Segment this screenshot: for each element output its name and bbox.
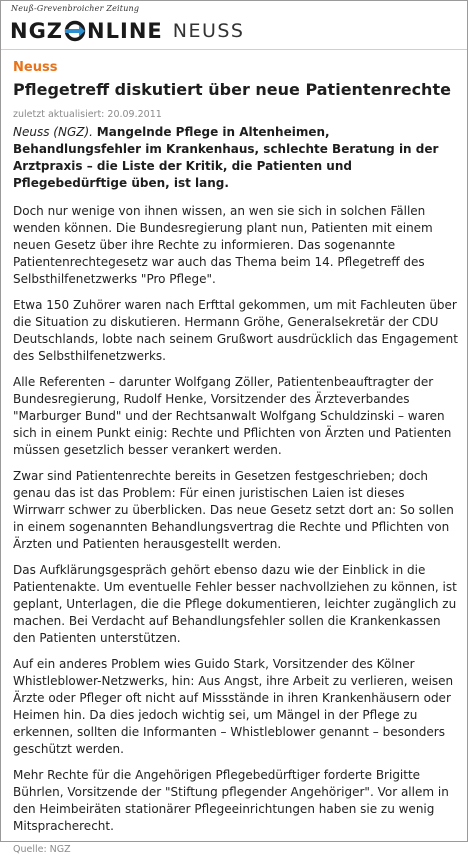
article-source: Quelle: NGZ <box>13 844 71 855</box>
masthead <box>1 1 467 50</box>
article-location: Neuss (NGZ). <box>13 125 93 139</box>
article-headline: Pflegetreff diskutiert über neue Patientenrechte <box>13 80 451 99</box>
logo-text-right: NLINE <box>87 19 163 43</box>
article-kicker: Neuss <box>13 60 58 75</box>
article <box>13 57 459 855</box>
article-paragraph: Etwa 150 Zuhörer waren nach Erfttal gekommen, um mit Fachleuten über die Situation zu diskutieren. Hermann Gröhe, Generalsekretär der CDU Deutschlands, lobte nach seinem Grußwort ausdrücklich das Engagement des Selbsthilfenetzwerks. <box>13 298 458 363</box>
article-lead-text: Mangelnde Pflege in Altenheimen, Behandlungsfehler im Krankenhaus, schlechte Beratung in der Arztpraxis – die Liste der Kritik, die Patienten und Pflegebedürftige üben, ist lang. <box>13 125 439 190</box>
masthead-tagline: Neuß-Grevenbroicher Zeitung <box>11 4 140 13</box>
article-paragraph: Zwar sind Patientenrechte bereits in Gesetzen festgeschrieben; doch genau das ist das Problem: Für einen juristischen Laien ist dieses Wirrwarr schwer zu überblicken. Das neue Gesetz setzt dort an: So sollen in einem sogenannten Behandlungsvertrag die Rechte und Pflichten von Ärzten und Patienten herausgestellt werden. <box>13 469 454 551</box>
article-paragraph: Auf ein anderes Problem wies Guido Stark, Vorsitzender des Kölner Whistleblower-Netzwerks, hin: Aus Angst, ihre Arbeit zu verlieren, weisen Ärzte oder Pfleger oft nicht auf Missstände in ihren Krankenhäusern oder Heimen hin. Da dies jedoch wichtig sei, um Mängel in der Pflege zu erkennen, sollten die Informanten – Whistleblower genannt – besonders geschützt werden. <box>13 657 454 756</box>
ngz-online-logo <box>10 19 245 43</box>
article-lead <box>13 124 459 192</box>
article-paragraph: Mehr Rechte für die Angehörigen Pflegebedürftiger forderte Brigitte Bührlen, Vorsitzende der "Stiftung pflegender Angehöriger". Vor allem in den Heimbeiräten stationärer Pflegeeinrichtungen haben sie zu wenig Mitspracherecht. <box>13 768 449 833</box>
logo-text-left: NGZ <box>10 19 64 43</box>
logo-o-arrow-icon <box>64 20 86 42</box>
article-updated: zuletzt aktualisiert: 20.09.2011 <box>13 109 162 120</box>
article-paragraph: Das Aufklärungsgespräch gehört ebenso dazu wie der Einblick in die Patientenakte. Um eventuelle Fehler besser nachvollziehen zu können, ist geplant, Unterlagen, die die Pflege dokumentieren, leichter zugänglich zu machen. Bei Verdacht auf Behandlungsfehler sollen die Krankenkassen den Patienten unterstützen. <box>13 563 457 645</box>
logo-city: NEUSS <box>172 20 245 42</box>
article-paragraph: Doch nur wenige von ihnen wissen, an wen sie sich in solchen Fällen wenden können. Die Bundesregierung plant nun, Patienten mit einem neuen Gesetz über ihre Rechte zu informieren. Das sogenannte Patientenrechtegesetz war auch das Thema beim 14. Pflegetreff des Selbsthilfenetzwerks "Pro Pflege". <box>13 204 433 286</box>
article-paragraph: Alle Referenten – darunter Wolfgang Zöller, Patientenbeauftragter der Bundesregierung, Rudolf Henke, Vorsitzender des Ärzteverbandes "Marburger Bund" und der Rechtsanwalt Wolfgang Schuldzinski – waren sich in einem Punkt einig: Rechte und Pflichten von Ärzten und Patienten müssen gesetzlich besser verankert werden. <box>13 375 452 457</box>
